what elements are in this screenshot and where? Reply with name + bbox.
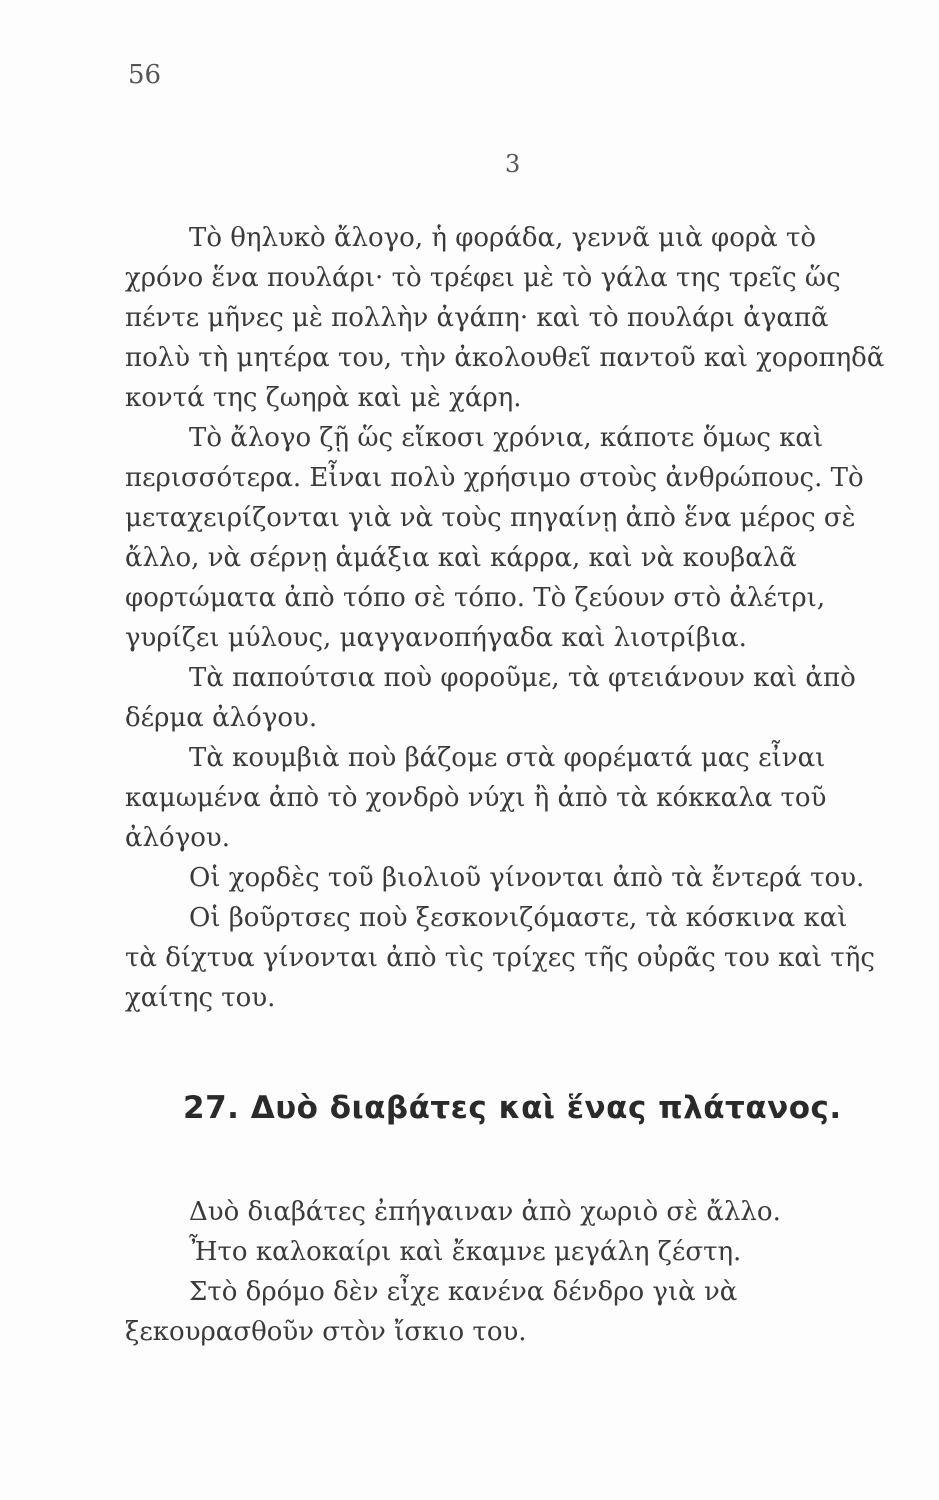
paragraph: Δυὸ διαβάτες ἐπήγαιναν ἀπὸ χωριὸ σὲ ἄλλο. <box>189 1197 781 1227</box>
horse-text-block <box>125 218 885 1018</box>
paragraph: Τὸ θηλυκὸ ἄλογο, ἡ φοράδα, γεννᾶ μιὰ φορὰ τὸ χρόνο ἕνα πουλάρι· τὸ τρέφει μὲ τὸ γάλα της τρεῖς ὥς πέντε μῆνες μὲ πολλὴν ἀγάπη· καὶ τὸ πουλάρι ἀγαπᾶ πολὺ τὴ μητέρα του, τὴν ἀκολουθεῖ παντοῦ καὶ χοροπηδᾶ κοντά της ζωηρὰ καὶ μὲ χάρη. <box>125 223 885 413</box>
paragraph: Τὰ κουμβιὰ ποὺ βάζομε στὰ φορέματά μας εἶναι καμωμένα ἀπὸ τὸ χονδρὸ νύχι ἢ ἀπὸ τὰ κόκκαλα τοῦ ἀλόγου. <box>125 743 827 853</box>
paragraph: Ἦτο καλοκαίρι καὶ ἔκαμνε μεγάλη ζέστη. <box>189 1237 742 1267</box>
paragraph: Στὸ δρόμο δὲν εἶχε κανένα δένδρο γιὰ νὰ ξεκουρασθοῦν στὸν ἴσκιο του. <box>125 1277 738 1347</box>
paragraph: Τὸ ἄλογο ζῇ ὥς εἴκοσι χρόνια, κάποτε ὅμως καὶ περισσότερα. Εἶναι πολὺ χρήσιμο στοὺς ἀνθρώπους. Τὸ μεταχειρίζονται γιὰ νὰ τοὺς πηγαίνῃ ἀπὸ ἕνα μέρος σὲ ἄλλο, νὰ σέρνῃ ἁμάξια καὶ κάρρα, καὶ νὰ κουβαλᾶ φορτώματα ἀπὸ τόπο σὲ τόπο. Τὸ ζεύουν στὸ ἀλέτρι, γυρίζει μύλους, μαγγανοπήγαδα καὶ λιοτρίβια. <box>125 423 864 653</box>
page-number: 56 <box>128 60 162 90</box>
paragraph: Τὰ παπούτσια ποὺ φοροῦμε, τὰ φτειάνουν καὶ ἀπὸ δέρμα ἀλόγου. <box>125 663 856 733</box>
travelers-text-block <box>125 1192 885 1352</box>
paragraph: Οἱ βοῦρτσες ποὺ ξεσκονιζόμαστε, τὰ κόσκινα καὶ τὰ δίχτυα γίνονται ἀπὸ τὶς τρίχες τῆς οὐρᾶς του καὶ τῆς χαίτης του. <box>125 903 875 1013</box>
paragraph: Οἱ χορδὲς τοῦ βιολιοῦ γίνονται ἀπὸ τὰ ἔντερά του. <box>189 863 865 893</box>
section-number: 3 <box>505 150 521 178</box>
chapter-title: 27. Δυὸ διαβάτες καὶ ἕνας πλάτανος. <box>183 1090 842 1126</box>
